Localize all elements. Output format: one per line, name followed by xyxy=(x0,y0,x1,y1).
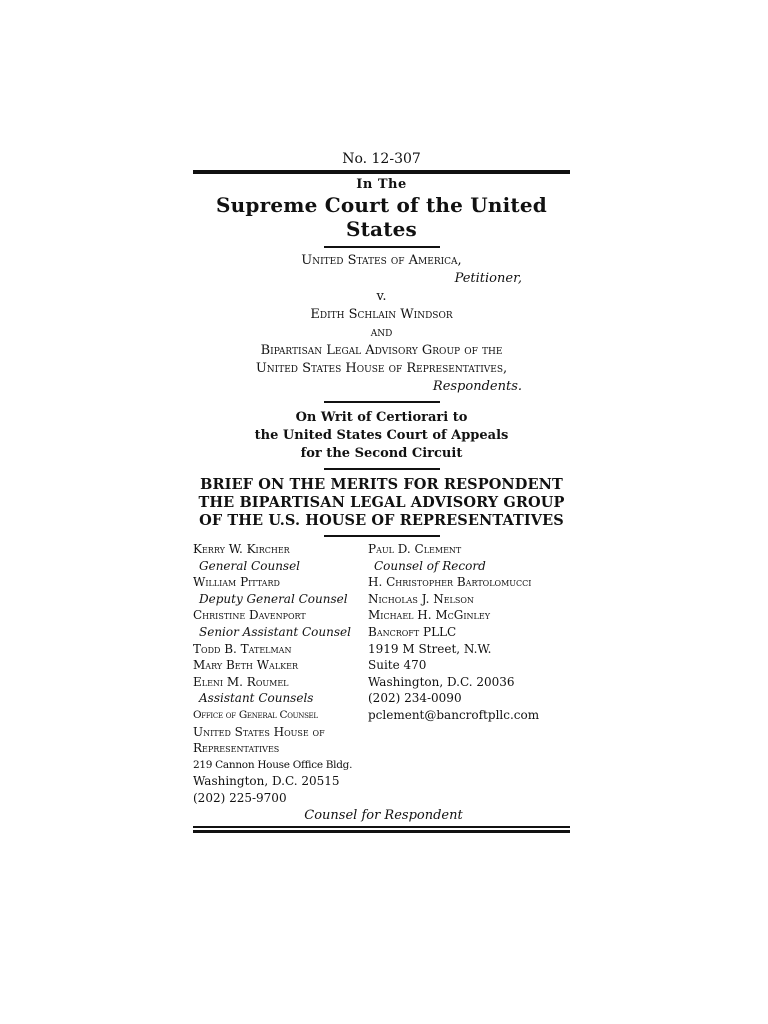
respondent-blag-line2: United States House of Representatives, xyxy=(255,361,508,376)
divider xyxy=(324,535,440,537)
counsel-line: Senior Assistant Counsel xyxy=(199,624,351,639)
writ-line: On Writ of Certiorari to xyxy=(295,410,468,425)
counsel-line: Assistant Counsels xyxy=(199,691,314,706)
counsel-line: Counsel of Record xyxy=(374,558,486,573)
counsel-line: 1919 M Street, N.W. xyxy=(368,641,492,656)
counsel-line: United States House of xyxy=(193,724,325,739)
counsel-for-respondent: Counsel for Respondent xyxy=(304,807,463,823)
docket-number: No. 12-307 xyxy=(342,151,421,167)
and-conjunction: and xyxy=(370,325,393,340)
writ-line: the United States Court of Appeals xyxy=(254,428,509,443)
counsel-line: Todd B. Tatelman xyxy=(193,641,292,656)
brief-title xyxy=(193,476,570,530)
versus: v. xyxy=(376,289,387,304)
counsel-line: Michael H. McGinley xyxy=(368,608,490,623)
counsel-columns xyxy=(193,541,570,807)
brief-title-line: OF THE U.S. HOUSE OF REPRESENTATIVES xyxy=(199,512,564,529)
counsel-line: Eleni M. Roumel xyxy=(193,674,289,689)
writ-line: for the Second Circuit xyxy=(300,446,463,461)
divider xyxy=(324,401,440,403)
brief-title-line: THE BIPARTISAN LEGAL ADVISORY GROUP xyxy=(198,494,565,511)
counsel-line: Bancroft PLLC xyxy=(368,624,457,639)
counsel-line: 219 Cannon House Office Bldg. xyxy=(193,758,353,771)
brief-title-line: BRIEF ON THE MERITS FOR RESPONDENT xyxy=(200,476,563,493)
counsel-line: Washington, D.C. 20036 xyxy=(368,674,515,689)
counsel-line: Mary Beth Walker xyxy=(193,658,298,673)
divider xyxy=(324,468,440,470)
petitioner-name: United States of America, xyxy=(301,253,462,268)
counsel-line: Christine Davenport xyxy=(193,608,306,623)
counsel-line: Nicholas J. Nelson xyxy=(368,591,474,606)
in-the-heading: In The xyxy=(356,177,407,192)
counsel-line: (202) 225-9700 xyxy=(193,790,287,805)
bottom-rule xyxy=(193,826,570,833)
counsel-line: H. Christopher Bartolomucci xyxy=(368,575,532,590)
counsel-line: Suite 470 xyxy=(368,658,427,673)
counsel-line: Office of General Counsel xyxy=(193,708,318,721)
counsel-line: Paul D. Clement xyxy=(368,542,462,556)
counsel-line: General Counsel xyxy=(199,558,301,573)
counsel-line: Representatives xyxy=(193,741,280,756)
brief-cover xyxy=(193,150,570,833)
counsel-line: Washington, D.C. 20515 xyxy=(193,774,340,789)
court-name: Supreme Court of the United States xyxy=(216,193,547,241)
respondents-role: Respondents. xyxy=(432,379,522,394)
respondent-windsor: Edith Schlain Windsor xyxy=(310,307,453,322)
counsel-line: William Pittard xyxy=(193,575,280,590)
counsel-line: pclement@bancroftpllc.com xyxy=(368,707,540,722)
top-rule xyxy=(193,170,570,174)
writ-heading xyxy=(193,409,570,463)
counsel-right-column xyxy=(368,541,570,807)
petitioner-role: Petitioner, xyxy=(454,271,522,286)
divider xyxy=(324,246,440,248)
counsel-left-column xyxy=(193,541,368,807)
counsel-line: Kerry W. Kircher xyxy=(193,542,290,556)
counsel-line: (202) 234-0090 xyxy=(368,691,462,706)
counsel-line: Deputy General Counsel xyxy=(199,591,348,606)
respondent-blag-line1: Bipartisan Legal Advisory Group of the xyxy=(260,343,503,358)
